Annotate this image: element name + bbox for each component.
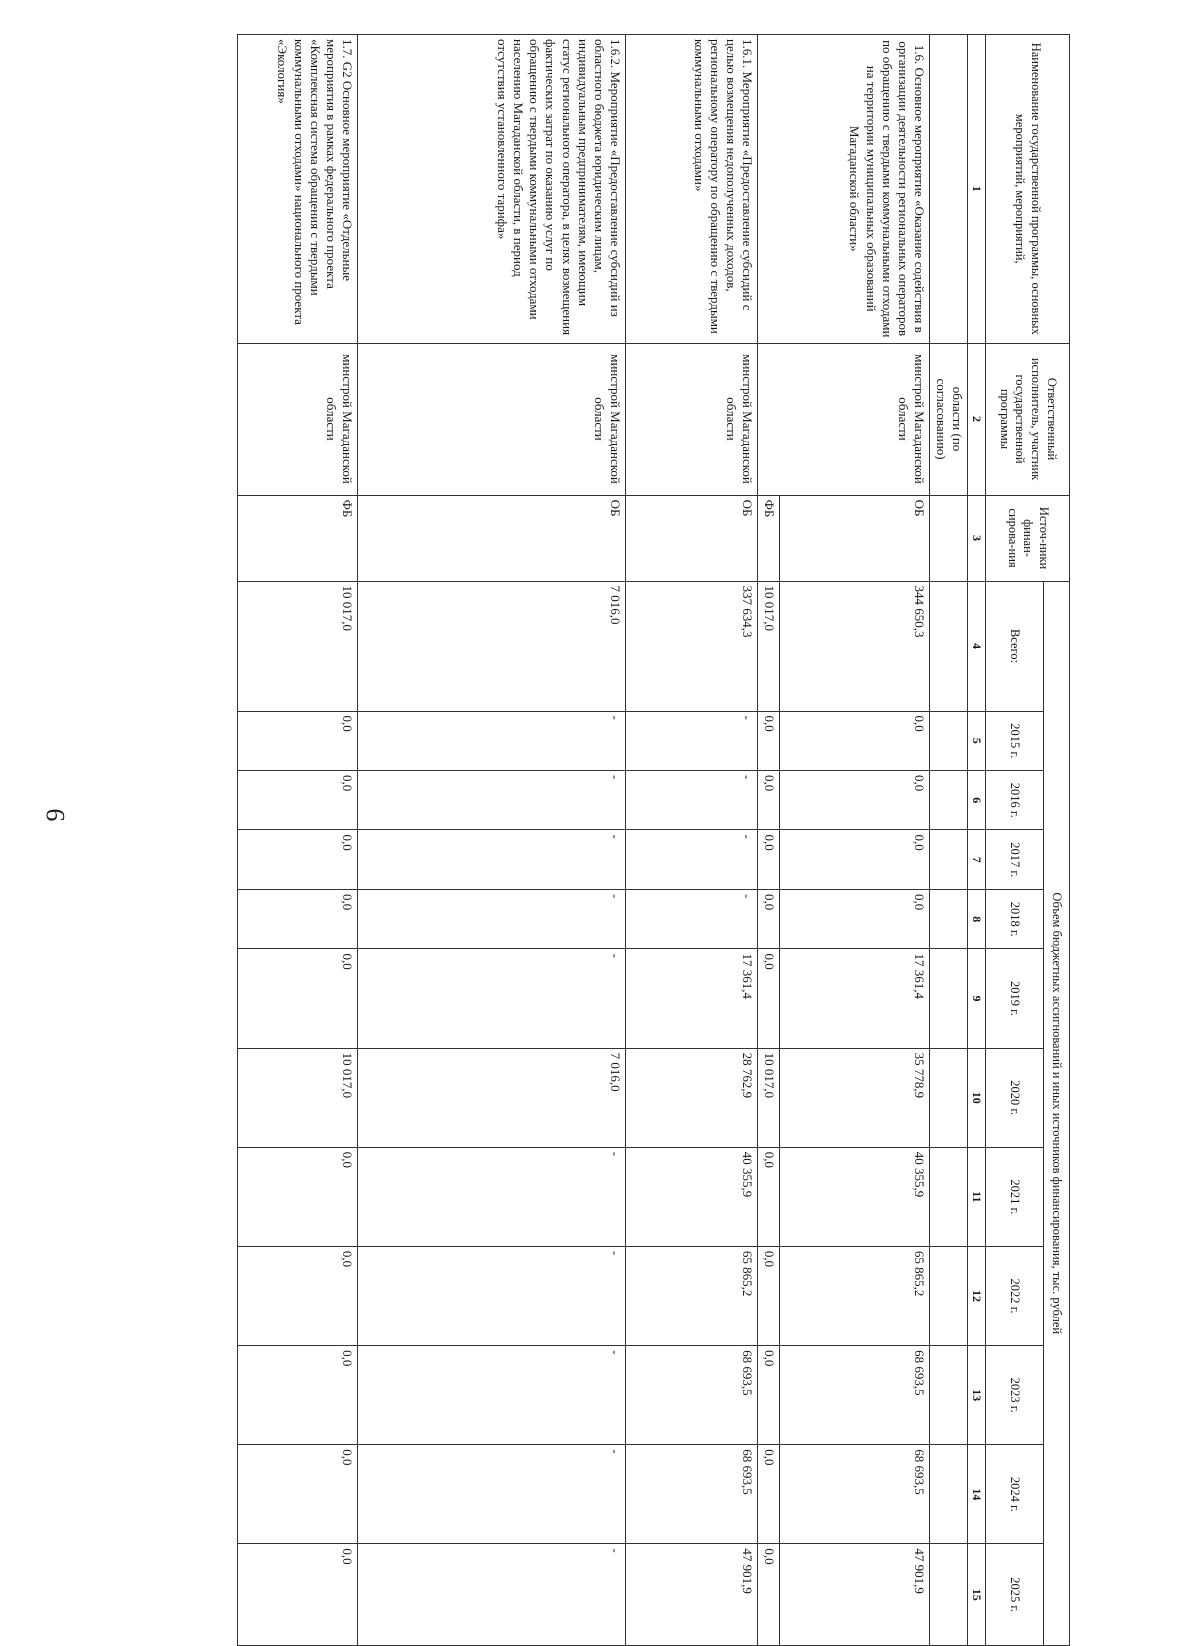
row-total: 344 650,3 — [780, 581, 930, 711]
row-1-7-responsible: минстрой Магаданской области — [238, 343, 358, 495]
column-number: 14 — [968, 1445, 986, 1544]
row-value: 0,0 — [238, 711, 358, 770]
row-value: 7 016,0 — [358, 1048, 626, 1147]
row-1-6-2-responsible: минстрой Магаданской области — [358, 343, 626, 495]
row-value: - — [626, 771, 758, 830]
rotated-table-page — [115, 34, 1070, 1646]
row-value: - — [358, 1346, 626, 1445]
row-value: 0,0 — [758, 1147, 780, 1246]
row-value: 0,0 — [758, 949, 780, 1048]
row-value: 0,0 — [238, 889, 358, 948]
row-value: 68 693,5 — [780, 1346, 930, 1445]
continuation-responsible: области (по согласованию) — [930, 343, 968, 495]
row-value: - — [358, 830, 626, 889]
header-year: 2025 г. — [986, 1544, 1044, 1646]
row-total: 10 017,0 — [758, 581, 780, 711]
row-value: 47 901,9 — [626, 1544, 758, 1646]
header-year: 2022 г. — [986, 1246, 1044, 1345]
page-number: 9 — [41, 808, 70, 822]
row-value: 0,0 — [238, 949, 358, 1048]
row-value: 68 693,5 — [780, 1445, 930, 1544]
row-value: - — [358, 889, 626, 948]
row-value: 0,0 — [758, 1246, 780, 1345]
column-number: 12 — [968, 1246, 986, 1345]
column-number: 8 — [968, 889, 986, 948]
column-number: 4 — [968, 581, 986, 711]
header-year: 2018 г. — [986, 889, 1044, 948]
row-value: 0,0 — [780, 771, 930, 830]
row-value: 0,0 — [780, 830, 930, 889]
row-value: 0,0 — [238, 1246, 358, 1345]
row-value: 0,0 — [780, 889, 930, 948]
row-value: 28 762,9 — [626, 1048, 758, 1147]
row-value: - — [626, 711, 758, 770]
row-1-6-responsible: минстрой Магаданской области — [758, 343, 930, 495]
row-value: 40 355,9 — [626, 1147, 758, 1246]
continuation-name — [930, 35, 968, 344]
row-value: 40 355,9 — [780, 1147, 930, 1246]
header-year: 2015 г. — [986, 711, 1044, 770]
row-1-7-name: 1.7. G2 Основное мероприятие «Отдельные мероприятия в рамках федерального проекта «Комплексная система обращения с твердыми коммунальными отходами» национального проекта «Экология» — [238, 35, 358, 344]
row-value: 0,0 — [238, 830, 358, 889]
row-value: - — [358, 1147, 626, 1246]
header-name: Наименование государственной программы, основных мероприятий, мероприятий, — [986, 35, 1070, 344]
row-value: 0,0 — [238, 1147, 358, 1246]
row-value: 0,0 — [238, 1346, 358, 1445]
column-number: 1 — [968, 35, 986, 344]
header-year: 2023 г. — [986, 1346, 1044, 1445]
column-number: 15 — [968, 1544, 986, 1646]
row-value: - — [626, 889, 758, 948]
row-value: - — [358, 1445, 626, 1544]
row-value: 0,0 — [238, 771, 358, 830]
row-1-6-2-name: 1.6.2. Мероприятие «Предоставление субсидий из областного бюджета юридическим лицам, индивидуальным предпринимателям, имеющим статус регионального оператора, в целях возмещения фактических затрат по оказанию услуг по обращению с твердыми коммунальными отходами населению Магаданской области, в период отсутствия установленного тарифа» — [358, 35, 626, 344]
row-total: 337 634,3 — [626, 581, 758, 711]
row-value: 47 901,9 — [780, 1544, 930, 1646]
column-number: 10 — [968, 1048, 986, 1147]
row-value: 10 017,0 — [758, 1048, 780, 1147]
header-source: Источ-ники финан-сирова-ния — [986, 495, 1070, 581]
row-value: 0,0 — [758, 830, 780, 889]
row-value: 65 865,2 — [626, 1246, 758, 1345]
row-source: ОБ — [626, 495, 758, 581]
header-total: Всего: — [986, 581, 1044, 711]
row-value: - — [358, 1544, 626, 1646]
header-year: 2020 г. — [986, 1048, 1044, 1147]
row-source: ФБ — [238, 495, 358, 581]
row-value: 68 693,5 — [626, 1445, 758, 1544]
column-number: 11 — [968, 1147, 986, 1246]
row-value: 0,0 — [758, 1445, 780, 1544]
row-value: 0,0 — [238, 1445, 358, 1544]
row-total: 7 016,0 — [358, 581, 626, 711]
header-year: 2017 г. — [986, 830, 1044, 889]
row-value: 0,0 — [238, 1544, 358, 1646]
row-value: 0,0 — [758, 711, 780, 770]
row-value: 0,0 — [758, 1544, 780, 1646]
row-value: 68 693,5 — [626, 1346, 758, 1445]
column-number: 9 — [968, 949, 986, 1048]
row-value: 0,0 — [780, 711, 930, 770]
row-value: 17 361,4 — [780, 949, 930, 1048]
row-total: 10 017,0 — [238, 581, 358, 711]
header-year: 2024 г. — [986, 1445, 1044, 1544]
row-value: 0,0 — [758, 771, 780, 830]
row-value: - — [358, 1246, 626, 1345]
header-year: 2021 г. — [986, 1147, 1044, 1246]
row-value: - — [358, 711, 626, 770]
row-value: 10 017,0 — [238, 1048, 358, 1147]
row-1-6-1-name: 1.6.1. Мероприятие «Предоставление субсидий с целью возмещения недополученных доходов, региональному оператору по обращению с твердыми коммунальными отходами» — [626, 35, 758, 344]
header-volume: Объем бюджетных ассигнований и иных источников финансирования, тыс. рублей — [1044, 581, 1070, 1646]
column-number: 3 — [968, 495, 986, 581]
row-value: 17 361,4 — [626, 949, 758, 1048]
row-source: ОБ — [358, 495, 626, 581]
row-value: - — [358, 949, 626, 1048]
header-responsible: Ответственный исполнитель, участник государственной программы — [986, 343, 1070, 495]
header-year: 2016 г. — [986, 771, 1044, 830]
column-number: 7 — [968, 830, 986, 889]
column-number: 13 — [968, 1346, 986, 1445]
continuation-source — [930, 495, 968, 581]
row-value: 0,0 — [758, 1346, 780, 1445]
row-value: 65 865,2 — [780, 1246, 930, 1345]
column-number: 5 — [968, 711, 986, 770]
row-1-6-name: 1.6. Основное мероприятие «Оказание содействия в организации деятельности региональных операторов по обращению с твердыми коммунальными отходами на территории муниципальных образований Магаданской области» — [758, 35, 930, 344]
row-value: 35 778,9 — [780, 1048, 930, 1147]
column-number: 6 — [968, 771, 986, 830]
row-source: ФБ — [758, 495, 780, 581]
financing-table — [238, 34, 1071, 1646]
row-value: - — [358, 771, 626, 830]
row-value: 0,0 — [758, 889, 780, 948]
row-value: - — [626, 830, 758, 889]
column-number: 2 — [968, 343, 986, 495]
header-year: 2019 г. — [986, 949, 1044, 1048]
row-1-6-1-responsible: минстрой Магаданской области — [626, 343, 758, 495]
row-source: ОБ — [780, 495, 930, 581]
